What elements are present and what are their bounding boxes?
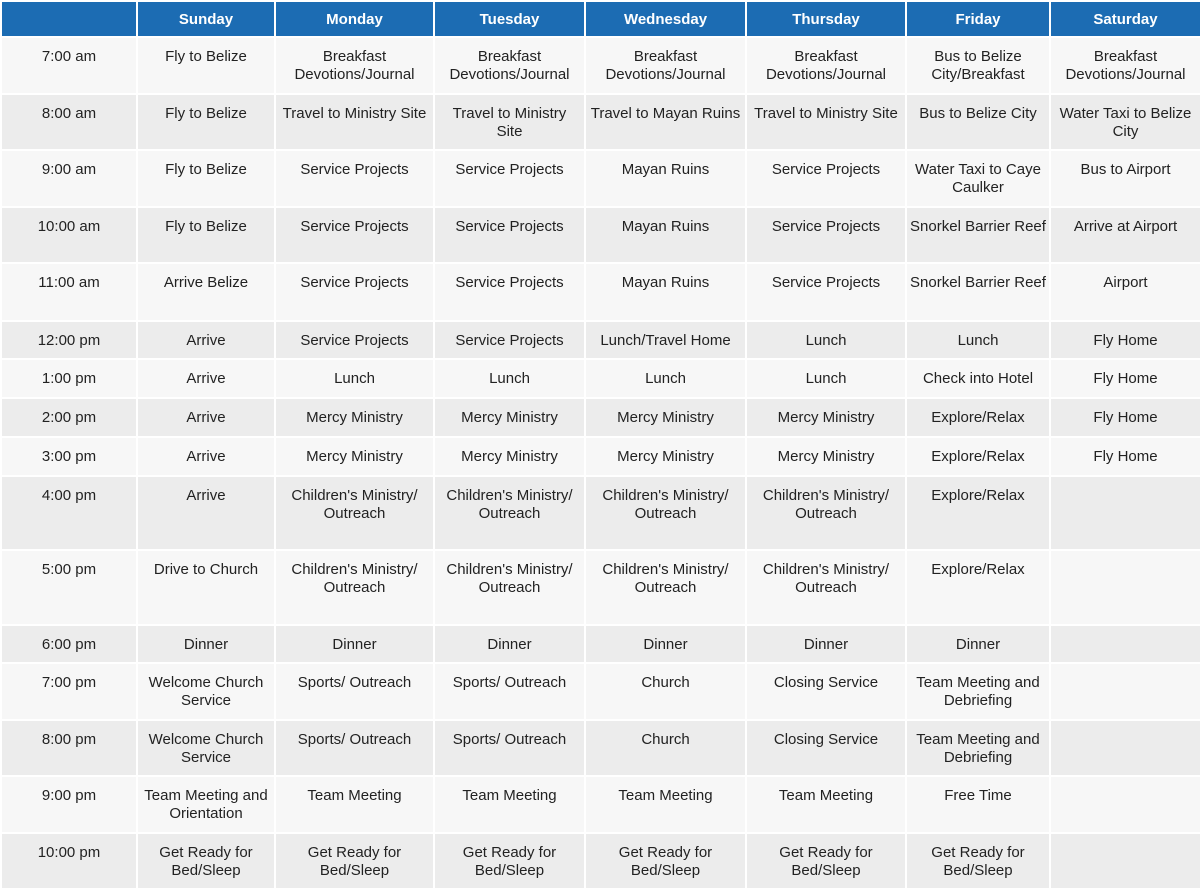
- time-cell: 11:00 am: [2, 264, 136, 320]
- schedule-cell-monday: Breakfast Devotions/Journal: [276, 38, 433, 93]
- schedule-cell-sunday: Welcome Church Service: [138, 721, 274, 775]
- schedule-cell-friday: Check into Hotel: [907, 360, 1049, 397]
- schedule-cell-monday: Dinner: [276, 626, 433, 662]
- schedule-cell-thursday: Mercy Ministry: [747, 399, 905, 436]
- schedule-cell-tuesday: Sports/ Outreach: [435, 721, 584, 775]
- schedule-cell-thursday: Service Projects: [747, 208, 905, 262]
- schedule-cell-thursday: Team Meeting: [747, 777, 905, 832]
- table-row: [2, 721, 1200, 775]
- schedule-cell-tuesday: Lunch: [435, 360, 584, 397]
- schedule-cell-saturday: [1051, 777, 1200, 832]
- schedule-cell-sunday: Fly to Belize: [138, 95, 274, 149]
- time-cell: 10:00 pm: [2, 834, 136, 888]
- day-header-friday: Friday: [907, 2, 1049, 36]
- time-cell: 1:00 pm: [2, 360, 136, 397]
- schedule-cell-tuesday: Service Projects: [435, 208, 584, 262]
- table-row: [2, 360, 1200, 397]
- schedule-cell-sunday: Get Ready for Bed/Sleep: [138, 834, 274, 888]
- schedule-cell-friday: Lunch: [907, 322, 1049, 358]
- schedule-cell-wednesday: Lunch/Travel Home: [586, 322, 745, 358]
- schedule-cell-wednesday: Dinner: [586, 626, 745, 662]
- time-cell: 4:00 pm: [2, 477, 136, 549]
- schedule-cell-tuesday: Get Ready for Bed/Sleep: [435, 834, 584, 888]
- schedule-cell-saturday: [1051, 664, 1200, 719]
- schedule-cell-monday: Children's Ministry/ Outreach: [276, 477, 433, 549]
- time-cell: 2:00 pm: [2, 399, 136, 436]
- schedule-cell-saturday: [1051, 721, 1200, 775]
- header-row: [2, 2, 1200, 36]
- time-cell: 8:00 am: [2, 95, 136, 149]
- time-cell: 6:00 pm: [2, 626, 136, 662]
- schedule-cell-thursday: Lunch: [747, 360, 905, 397]
- schedule-cell-saturday: Fly Home: [1051, 322, 1200, 358]
- schedule-cell-friday: Dinner: [907, 626, 1049, 662]
- schedule-cell-tuesday: Children's Ministry/ Outreach: [435, 477, 584, 549]
- schedule-cell-saturday: [1051, 551, 1200, 624]
- schedule-cell-sunday: Fly to Belize: [138, 38, 274, 93]
- schedule-cell-wednesday: Church: [586, 664, 745, 719]
- schedule-cell-sunday: Dinner: [138, 626, 274, 662]
- table-row: [2, 399, 1200, 436]
- schedule-cell-wednesday: Mayan Ruins: [586, 208, 745, 262]
- day-header-saturday: Saturday: [1051, 2, 1200, 36]
- time-cell: 9:00 pm: [2, 777, 136, 832]
- schedule-cell-thursday: Get Ready for Bed/Sleep: [747, 834, 905, 888]
- table-row: [2, 208, 1200, 262]
- schedule-cell-saturday: Bus to Airport: [1051, 151, 1200, 206]
- schedule-cell-monday: Mercy Ministry: [276, 438, 433, 475]
- schedule-cell-tuesday: Mercy Ministry: [435, 399, 584, 436]
- schedule-cell-friday: Snorkel Barrier Reef: [907, 208, 1049, 262]
- schedule-body: [2, 38, 1200, 888]
- schedule-cell-sunday: Arrive: [138, 322, 274, 358]
- schedule-cell-wednesday: Mercy Ministry: [586, 399, 745, 436]
- day-header-tuesday: Tuesday: [435, 2, 584, 36]
- table-row: [2, 626, 1200, 662]
- schedule-cell-sunday: Fly to Belize: [138, 151, 274, 206]
- schedule-cell-thursday: Lunch: [747, 322, 905, 358]
- table-row: [2, 834, 1200, 888]
- schedule-cell-monday: Mercy Ministry: [276, 399, 433, 436]
- day-header-monday: Monday: [276, 2, 433, 36]
- schedule-cell-monday: Children's Ministry/ Outreach: [276, 551, 433, 624]
- schedule-cell-wednesday: Mayan Ruins: [586, 264, 745, 320]
- schedule-cell-thursday: Closing Service: [747, 664, 905, 719]
- time-cell: 7:00 pm: [2, 664, 136, 719]
- schedule-cell-wednesday: Mercy Ministry: [586, 438, 745, 475]
- schedule-cell-tuesday: Travel to Ministry Site: [435, 95, 584, 149]
- schedule-cell-thursday: Service Projects: [747, 151, 905, 206]
- schedule-cell-monday: Travel to Ministry Site: [276, 95, 433, 149]
- table-row: [2, 264, 1200, 320]
- schedule-cell-sunday: Arrive: [138, 438, 274, 475]
- schedule-cell-tuesday: Sports/ Outreach: [435, 664, 584, 719]
- schedule-cell-saturday: Breakfast Devotions/Journal: [1051, 38, 1200, 93]
- schedule-cell-wednesday: Children's Ministry/ Outreach: [586, 477, 745, 549]
- table-row: [2, 777, 1200, 832]
- schedule-cell-thursday: Mercy Ministry: [747, 438, 905, 475]
- schedule-cell-monday: Sports/ Outreach: [276, 721, 433, 775]
- schedule-cell-monday: Service Projects: [276, 322, 433, 358]
- table-row: [2, 322, 1200, 358]
- schedule-cell-wednesday: Travel to Mayan Ruins: [586, 95, 745, 149]
- day-header-thursday: Thursday: [747, 2, 905, 36]
- schedule-cell-sunday: Arrive: [138, 477, 274, 549]
- table-row: [2, 664, 1200, 719]
- schedule-cell-saturday: Fly Home: [1051, 438, 1200, 475]
- schedule-cell-thursday: Breakfast Devotions/Journal: [747, 38, 905, 93]
- schedule-cell-friday: Explore/Relax: [907, 438, 1049, 475]
- schedule-cell-sunday: Arrive Belize: [138, 264, 274, 320]
- schedule-cell-thursday: Children's Ministry/ Outreach: [747, 477, 905, 549]
- schedule-cell-wednesday: Children's Ministry/ Outreach: [586, 551, 745, 624]
- schedule-cell-saturday: Fly Home: [1051, 360, 1200, 397]
- schedule-cell-wednesday: Breakfast Devotions/Journal: [586, 38, 745, 93]
- schedule-cell-sunday: Team Meeting and Orientation: [138, 777, 274, 832]
- schedule-cell-saturday: Airport: [1051, 264, 1200, 320]
- schedule-cell-wednesday: Mayan Ruins: [586, 151, 745, 206]
- day-header-wednesday: Wednesday: [586, 2, 745, 36]
- schedule-cell-monday: Team Meeting: [276, 777, 433, 832]
- schedule-cell-friday: Explore/Relax: [907, 551, 1049, 624]
- schedule-cell-friday: Water Taxi to Caye Caulker: [907, 151, 1049, 206]
- table-row: [2, 438, 1200, 475]
- schedule-cell-thursday: Dinner: [747, 626, 905, 662]
- schedule-cell-sunday: Fly to Belize: [138, 208, 274, 262]
- schedule-cell-saturday: [1051, 477, 1200, 549]
- schedule-cell-wednesday: Church: [586, 721, 745, 775]
- schedule-cell-friday: Explore/Relax: [907, 399, 1049, 436]
- schedule-cell-friday: Snorkel Barrier Reef: [907, 264, 1049, 320]
- schedule-cell-monday: Service Projects: [276, 208, 433, 262]
- schedule-cell-thursday: Closing Service: [747, 721, 905, 775]
- schedule-cell-saturday: Arrive at Airport: [1051, 208, 1200, 262]
- schedule-cell-tuesday: Breakfast Devotions/Journal: [435, 38, 584, 93]
- time-cell: 3:00 pm: [2, 438, 136, 475]
- table-row: [2, 38, 1200, 93]
- schedule-cell-friday: Get Ready for Bed/Sleep: [907, 834, 1049, 888]
- schedule-cell-tuesday: Mercy Ministry: [435, 438, 584, 475]
- schedule-cell-sunday: Arrive: [138, 399, 274, 436]
- schedule-cell-wednesday: Team Meeting: [586, 777, 745, 832]
- table-row: [2, 551, 1200, 624]
- time-cell: 10:00 am: [2, 208, 136, 262]
- schedule-cell-monday: Service Projects: [276, 264, 433, 320]
- time-cell: 7:00 am: [2, 38, 136, 93]
- day-header-sunday: Sunday: [138, 2, 274, 36]
- schedule-cell-saturday: Fly Home: [1051, 399, 1200, 436]
- schedule-cell-saturday: Water Taxi to Belize City: [1051, 95, 1200, 149]
- schedule-cell-saturday: [1051, 834, 1200, 888]
- schedule-cell-sunday: Welcome Church Service: [138, 664, 274, 719]
- schedule-cell-friday: Bus to Belize City: [907, 95, 1049, 149]
- time-cell: 5:00 pm: [2, 551, 136, 624]
- schedule-cell-tuesday: Children's Ministry/ Outreach: [435, 551, 584, 624]
- schedule-cell-tuesday: Service Projects: [435, 322, 584, 358]
- schedule-cell-sunday: Drive to Church: [138, 551, 274, 624]
- schedule-cell-tuesday: Service Projects: [435, 264, 584, 320]
- schedule-cell-thursday: Service Projects: [747, 264, 905, 320]
- schedule-cell-tuesday: Service Projects: [435, 151, 584, 206]
- schedule-cell-tuesday: Dinner: [435, 626, 584, 662]
- schedule-cell-monday: Service Projects: [276, 151, 433, 206]
- schedule-cell-friday: Free Time: [907, 777, 1049, 832]
- table-row: [2, 477, 1200, 549]
- schedule-cell-monday: Lunch: [276, 360, 433, 397]
- table-row: [2, 151, 1200, 206]
- schedule-cell-friday: Team Meeting and Debriefing: [907, 721, 1049, 775]
- schedule-cell-friday: Explore/Relax: [907, 477, 1049, 549]
- table-row: [2, 95, 1200, 149]
- schedule-cell-monday: Sports/ Outreach: [276, 664, 433, 719]
- schedule-cell-wednesday: Get Ready for Bed/Sleep: [586, 834, 745, 888]
- time-cell: 8:00 pm: [2, 721, 136, 775]
- schedule-cell-friday: Team Meeting and Debriefing: [907, 664, 1049, 719]
- schedule-cell-friday: Bus to Belize City/Breakfast: [907, 38, 1049, 93]
- time-cell: 9:00 am: [2, 151, 136, 206]
- schedule-cell-thursday: Travel to Ministry Site: [747, 95, 905, 149]
- schedule-cell-tuesday: Team Meeting: [435, 777, 584, 832]
- time-cell: 12:00 pm: [2, 322, 136, 358]
- schedule-cell-saturday: [1051, 626, 1200, 662]
- time-column-header: [2, 2, 136, 36]
- schedule-cell-sunday: Arrive: [138, 360, 274, 397]
- schedule-cell-thursday: Children's Ministry/ Outreach: [747, 551, 905, 624]
- schedule-cell-monday: Get Ready for Bed/Sleep: [276, 834, 433, 888]
- schedule-cell-wednesday: Lunch: [586, 360, 745, 397]
